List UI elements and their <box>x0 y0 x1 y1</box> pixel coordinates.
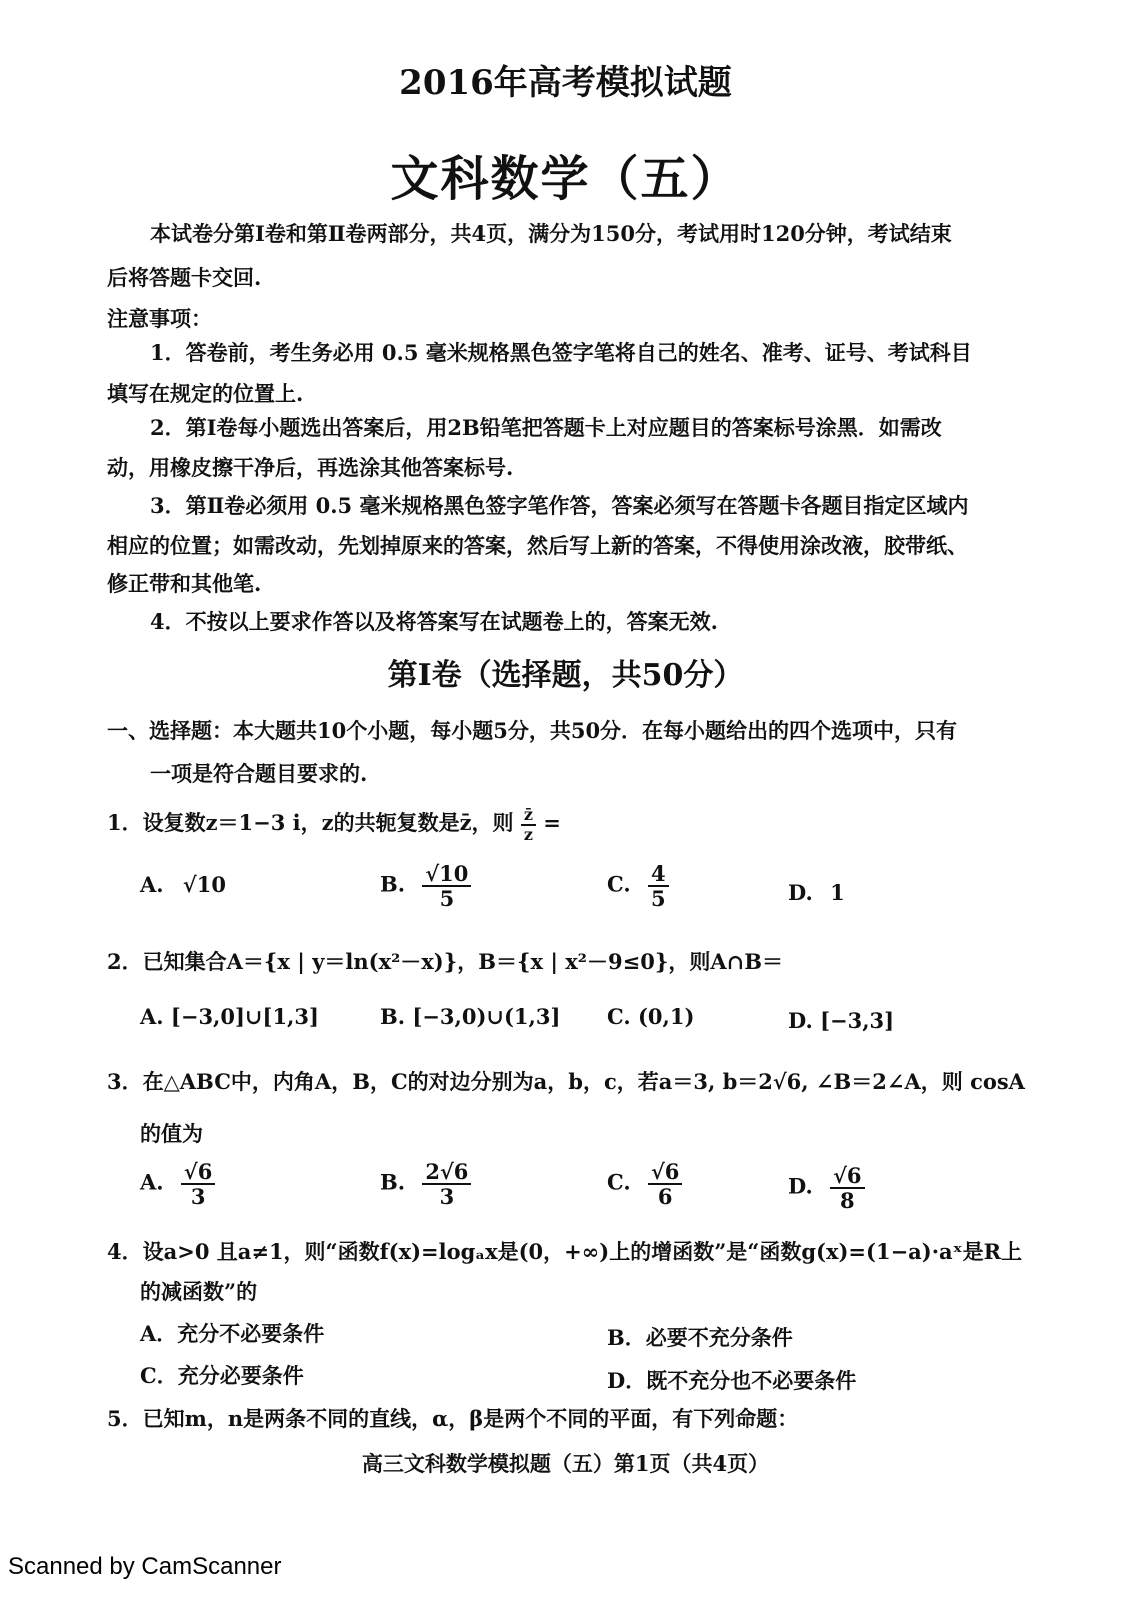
fraction-numerator: 2√6 <box>422 1160 471 1185</box>
page-footer: 高三文科数学模拟题（五）第1页（共4页） <box>361 1451 770 1476</box>
fraction-denominator: 5 <box>439 886 455 912</box>
notice-3b: 相应的位置；如需改动，先划掉原来的答案，然后写上新的答案，不得使用涂改液，胶带纸、 <box>107 533 968 558</box>
option-value: √10 <box>182 872 226 897</box>
notice-3a: 3．第Ⅱ卷必须用 0.5 毫米规格黑色签字笔作答，答案必须写在答题卡各题目指定区域内 <box>150 493 969 518</box>
q4-option-b: B．必要不充分条件 <box>607 1325 793 1350</box>
notice-1a: 1．答卷前，考生务必用 0.5 毫米规格黑色签字笔将自己的姓名、准考、证号、考试科目 <box>150 340 972 365</box>
q3-option-d <box>788 1164 865 1212</box>
option-label: B. <box>380 871 406 897</box>
option-label: A. <box>140 872 164 897</box>
option-fraction <box>648 1160 682 1208</box>
fraction-denominator: 8 <box>839 1188 855 1214</box>
question-2-stem: 2．已知集合A＝{x | y＝ln(x²－x)}，B＝{x | x²－9≤0}，则A∩B＝ <box>107 949 783 974</box>
option-fraction <box>830 1164 864 1212</box>
q1-option-d <box>788 880 845 905</box>
section-desc-2: 一项是符合题目要求的. <box>150 761 368 786</box>
fraction-numerator: √6 <box>181 1160 215 1185</box>
q4-option-a: A．充分不必要条件 <box>140 1321 325 1346</box>
q4-option-d: D．既不充分也不必要条件 <box>607 1368 857 1393</box>
q3-option-a <box>140 1160 215 1208</box>
notice-2b: 动，用橡皮擦干净后，再选涂其他答案标号. <box>107 455 514 480</box>
question-3-stem-2: 的值为 <box>140 1121 203 1146</box>
question-1-equals: = <box>543 810 561 836</box>
notice-1b: 填写在规定的位置上. <box>107 381 304 406</box>
fraction-denominator: 6 <box>657 1184 673 1210</box>
fraction-denominator: z <box>523 824 533 844</box>
notice-3c: 修正带和其他笔. <box>107 571 262 596</box>
option-label: D. <box>788 880 813 905</box>
option-label: C. <box>607 1169 631 1195</box>
q3-option-b <box>380 1160 471 1208</box>
question-1-fraction <box>521 806 536 843</box>
question-3-stem: 3．在△ABC中，内角A，B，C的对边分别为a，b，c，若a＝3, b＝2√6, ∠B＝2∠A，则 cosA <box>107 1069 1025 1094</box>
fraction-numerator: √10 <box>422 862 471 887</box>
section-desc-1: 一、选择题：本大题共10个小题，每小题5分，共50分．在每小题给出的四个选项中，只有 <box>107 718 958 743</box>
q3-option-c <box>607 1160 682 1208</box>
exam-subject-title: 文科数学（五） <box>390 151 741 207</box>
q1-option-a <box>140 872 226 897</box>
question-4-stem-2: 的减函数”的 <box>140 1279 258 1304</box>
notice-title: 注意事项： <box>107 306 212 331</box>
option-label: A. <box>140 1169 164 1195</box>
option-value: 1 <box>830 880 845 905</box>
intro-line-2: 后将答题卡交回. <box>107 265 262 290</box>
q2-option-b: B. [−3,0)∪(1,3] <box>380 1004 561 1029</box>
exam-header-title: 2016年高考模拟试题 <box>399 63 732 103</box>
q2-option-d: D. [−3,3] <box>788 1008 895 1033</box>
fraction-numerator: z̄ <box>521 806 536 826</box>
option-fraction <box>422 1160 471 1208</box>
fraction-denominator: 5 <box>650 886 666 912</box>
scanner-watermark: Scanned by CamScanner <box>8 1553 282 1580</box>
question-1-stem <box>107 806 561 843</box>
intro-line-1: 本试卷分第Ⅰ卷和第Ⅱ卷两部分，共4页，满分为150分，考试用时120分钟，考试结束 <box>150 221 952 246</box>
option-label: B. <box>380 1169 406 1195</box>
q4-option-c: C．充分必要条件 <box>140 1363 304 1388</box>
question-1-text: 1．设复数z＝1−3 i，z的共轭复数是z̄，则 <box>107 810 514 836</box>
q2-option-c: C. (0,1) <box>607 1004 695 1029</box>
option-label: C. <box>607 871 631 897</box>
question-5-stem: 5．已知m，n是两条不同的直线，α，β是两个不同的平面，有下列命题： <box>107 1406 799 1431</box>
option-fraction <box>181 1160 215 1208</box>
fraction-denominator: 3 <box>190 1184 206 1210</box>
option-label: D. <box>788 1173 813 1199</box>
fraction-numerator: √6 <box>830 1164 864 1189</box>
q1-option-c <box>607 862 669 910</box>
option-fraction <box>422 862 471 910</box>
fraction-numerator: √6 <box>648 1160 682 1185</box>
q1-option-b <box>380 862 471 910</box>
notice-2a: 2．第Ⅰ卷每小题选出答案后，用2B铅笔把答题卡上对应题目的答案标号涂黑．如需改 <box>150 415 942 440</box>
section-title: 第Ⅰ卷（选择题，共50分） <box>387 658 744 693</box>
option-fraction <box>648 862 669 910</box>
fraction-denominator: 3 <box>439 1184 455 1210</box>
fraction-numerator: 4 <box>648 862 669 887</box>
notice-4: 4．不按以上要求作答以及将答案写在试题卷上的，答案无效. <box>150 609 718 634</box>
question-4-stem: 4．设a>0 且a≠1，则“函数f(x)=logₐx是(0，+∞)上的增函数”是“函数g(x)=(1−a)·aˣ是R上 <box>107 1239 1023 1264</box>
q2-option-a: A. [−3,0]∪[1,3] <box>140 1004 319 1029</box>
